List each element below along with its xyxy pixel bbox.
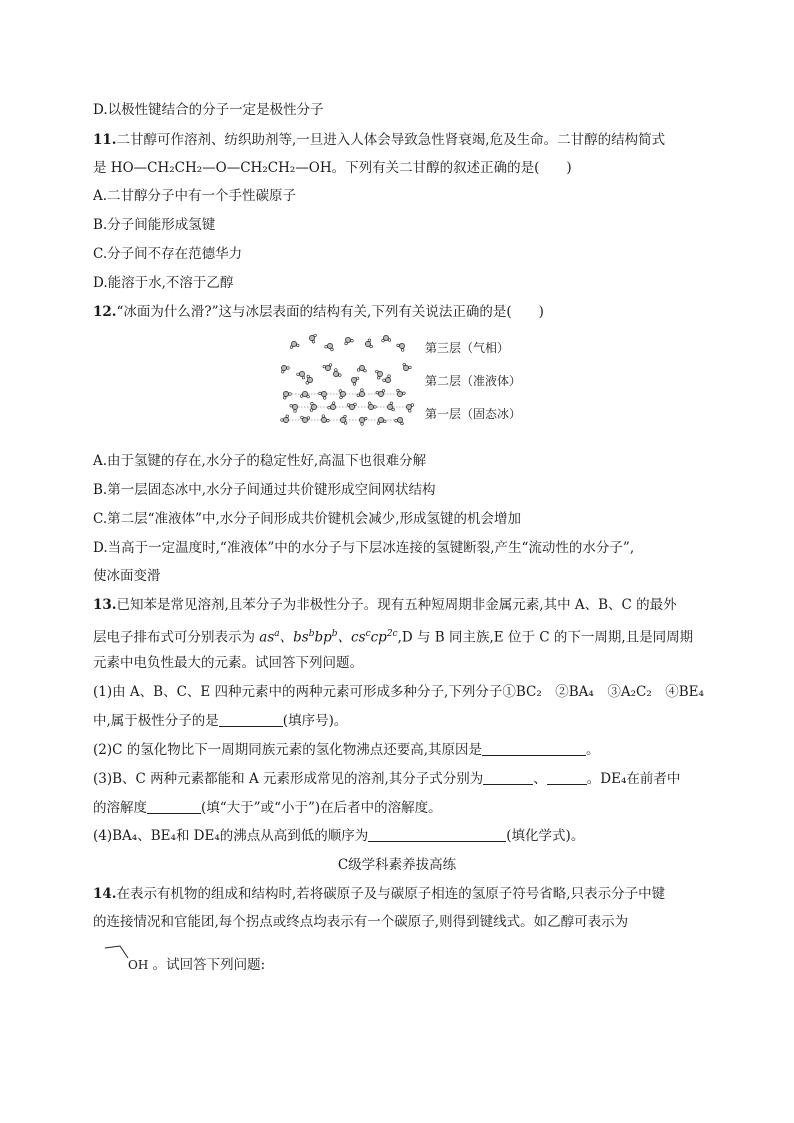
ice-water-molecule <box>406 404 413 413</box>
q13-part1-line1: (1)由 A、B、C、E 四种元素中的两种元素可形成多种分子,下列分子①BC₂ ②BA₄ ③A₂C₂ ④BE₄ <box>93 684 704 700</box>
liquid-water-molecule <box>351 377 359 385</box>
q13-number: 13. <box>93 597 117 613</box>
q14-number: 14. <box>93 886 117 902</box>
q14-stem-text3: 。试回答下列问题: <box>152 957 266 973</box>
ice-water-molecule <box>301 416 310 422</box>
config-c1: 、cs <box>337 629 366 646</box>
q13-part4-text: (4)BA₄、BE₄和 DE₄的沸点从高到低的顺序为 <box>93 828 369 844</box>
config-b1: 、bs <box>279 629 309 646</box>
q13-part3-sep: 、 <box>533 771 547 787</box>
q13-part2 <box>93 740 600 760</box>
q13-stem-text1: 已知苯是常见溶剂,且苯分子为非极性分子。现有五种短周期非金属元素,其中 A、B、C 的最外 <box>116 597 677 613</box>
q11-option-a: A.二甘醇分子中有一个手性碳原子 <box>93 188 297 204</box>
q12-option-d-line1: D.当高于一定温度时,“准液体”中的水分子与下层冰连接的氢键断裂,产生“流动性的水分子”, <box>93 540 635 556</box>
liquid-water-molecule <box>281 365 289 373</box>
ice-water-molecule <box>283 391 291 399</box>
ice-water-molecule <box>328 402 336 410</box>
liquid-water-molecule <box>403 363 411 370</box>
answer-blank-1[interactable] <box>219 712 283 727</box>
layer-2-label: 第二层（准液体） <box>425 374 522 388</box>
ice-water-molecule <box>319 391 327 399</box>
q13-part3-text: (3)B、C 两种元素都能和 A 元素形成常见的溶剂,其分子式分别为 <box>93 771 484 787</box>
ice-water-molecule <box>397 389 406 396</box>
q11-option-d: D.能溶于水,不溶于乙醇 <box>93 275 234 291</box>
config-b2: bp <box>314 629 332 646</box>
ice-water-molecule <box>340 415 347 424</box>
q13-part4 <box>93 826 584 846</box>
gas-water-molecule <box>397 343 405 351</box>
ice-water-molecule <box>300 391 309 397</box>
sup-b1: b <box>308 629 315 639</box>
q12-stem <box>93 302 544 322</box>
q12-option-a: A.由于氢键的存在,水分子的稳定性好,高温下也很难分解 <box>93 453 427 469</box>
ice-layers-figure <box>278 332 418 428</box>
ice-water-molecule <box>310 402 316 411</box>
liquid-water-molecule <box>333 369 341 377</box>
liquid-water-molecule <box>323 364 332 371</box>
ice-water-molecule <box>290 404 298 412</box>
q13-part2-tail: 。 <box>586 742 600 758</box>
q13-stem-line2 <box>93 624 693 648</box>
answer-blank-2[interactable] <box>482 741 586 756</box>
q11-stem-line1 <box>93 130 665 150</box>
q14-stem-line1 <box>93 884 665 904</box>
layer-3-label: 第三层（气相） <box>425 341 510 355</box>
q12-option-b: B.第一层固态冰中,水分子间通过共价键形成空间网状结构 <box>93 482 436 498</box>
ice-water-molecule <box>395 417 404 424</box>
q14-stem-line2: 的连接情况和官能团,每个拐点或终点均表示有一个碳原子,则得到键线式。如乙醇可表示为 <box>93 914 629 930</box>
answer-blank-3a[interactable] <box>483 770 533 785</box>
gas-water-molecule <box>365 339 372 348</box>
ice-water-molecule <box>359 417 367 425</box>
sup-c2: 2c <box>386 629 398 639</box>
ice-water-molecule <box>357 389 365 397</box>
q12-option-d-line2: 使冰面变滑 <box>93 568 161 584</box>
q13-part3-line2-tail: (填“大于”或“小于”)在后者中的溶解度。 <box>201 800 442 816</box>
section-heading-c: C级学科素养拔高练 <box>337 857 457 873</box>
q13-part1-line2 <box>93 711 347 731</box>
liquid-water-molecule <box>383 375 391 383</box>
gas-water-molecule <box>325 343 334 350</box>
solid-ice-lattice <box>281 389 414 426</box>
liquid-water-molecule <box>376 370 383 379</box>
q11-stem-text1: 二甘醇可作溶剂、纺织助剂等,一旦进入人体会导致急性肾衰竭,危及生命。二甘醇的结构简式 <box>116 132 666 148</box>
gas-water-molecule <box>382 335 391 342</box>
gas-water-molecule <box>345 337 353 344</box>
q13-part2-text: (2)C 的氢化物比下一周期同族元素的氢化物沸点还要高,其原因是 <box>93 742 483 758</box>
q12-option-c: C.第二层“准液体”中,水分子间形成共价键机会减少,形成氢键的机会增加 <box>93 511 522 527</box>
q12-number: 12. <box>93 304 117 320</box>
sup-c1: c <box>365 629 371 639</box>
q11-stem-line2: 是 HO—CH₂CH₂—O—CH₂CH₂—OH。下列有关二甘醇的叙述正确的是( ) <box>93 160 572 176</box>
layer-1-label: 第一层（固态冰） <box>425 407 522 421</box>
q11-number: 11. <box>93 132 117 148</box>
gas-water-molecule <box>309 334 316 343</box>
sup-a: a <box>274 629 280 639</box>
q12-stem-text: “冰面为什么滑?”这与冰层表面的结构有关,下列有关说法正确的是( ) <box>116 304 544 320</box>
ice-water-molecule <box>376 390 385 397</box>
answer-blank-3c[interactable] <box>147 799 201 814</box>
q14-stem-line3 <box>128 955 265 975</box>
sup-b2: b <box>331 629 338 639</box>
q13-stem-text2: 层电子排布式可分别表示为 <box>93 629 260 646</box>
gas-layer-molecules <box>290 334 404 351</box>
q13-part4-tail: (填化学式)。 <box>506 828 585 844</box>
q13-part3-tail: 。DE₄在前者中 <box>586 771 681 787</box>
q13-stem-line1 <box>93 595 677 615</box>
q13-part3-line2-text: 的溶解度 <box>93 800 147 816</box>
answer-blank-4[interactable] <box>368 827 506 842</box>
config-c2: cp <box>370 629 387 646</box>
q10-option-d: D.以极性键结合的分子一定是极性分子 <box>93 102 324 118</box>
ice-water-molecule <box>377 417 386 424</box>
liquid-water-molecule <box>306 375 313 384</box>
config-a: as <box>259 629 275 646</box>
q11-option-c: C.分子间不存在范德华力 <box>93 246 243 262</box>
q13-part3-line2 <box>93 798 442 818</box>
liquid-water-molecule <box>297 371 305 379</box>
gas-water-molecule <box>290 341 299 348</box>
ice-water-molecule <box>281 415 289 423</box>
q13-stem-line3: 元素中电负性最大的元素。试回答下列问题。 <box>93 655 363 671</box>
q13-part3-line1 <box>93 769 680 789</box>
ice-water-molecule <box>321 415 329 423</box>
q13-stem-text2-end: ,D 与 B 同主族,E 位于 C 的下一周期,且是同周期 <box>397 629 694 646</box>
ice-water-molecule <box>387 402 394 411</box>
q11-option-b: B.分子间能形成氢键 <box>93 217 216 233</box>
ice-water-molecule <box>347 403 356 410</box>
answer-blank-3b[interactable] <box>547 770 587 785</box>
hydroxyl-label: OH <box>128 958 149 972</box>
q13-part1-tail: (填序号)。 <box>282 713 348 729</box>
q14-stem-text1: 在表示有机物的组成和结构时,若将碳原子及与碳原子相连的氢原子符号省略,只表示分子中键 <box>116 886 666 902</box>
q13-part1-text: 中,属于极性分子的是 <box>93 713 219 729</box>
quasi-liquid-layer-molecules <box>281 363 411 385</box>
ice-water-molecule <box>368 402 376 410</box>
liquid-water-molecule <box>357 365 366 372</box>
